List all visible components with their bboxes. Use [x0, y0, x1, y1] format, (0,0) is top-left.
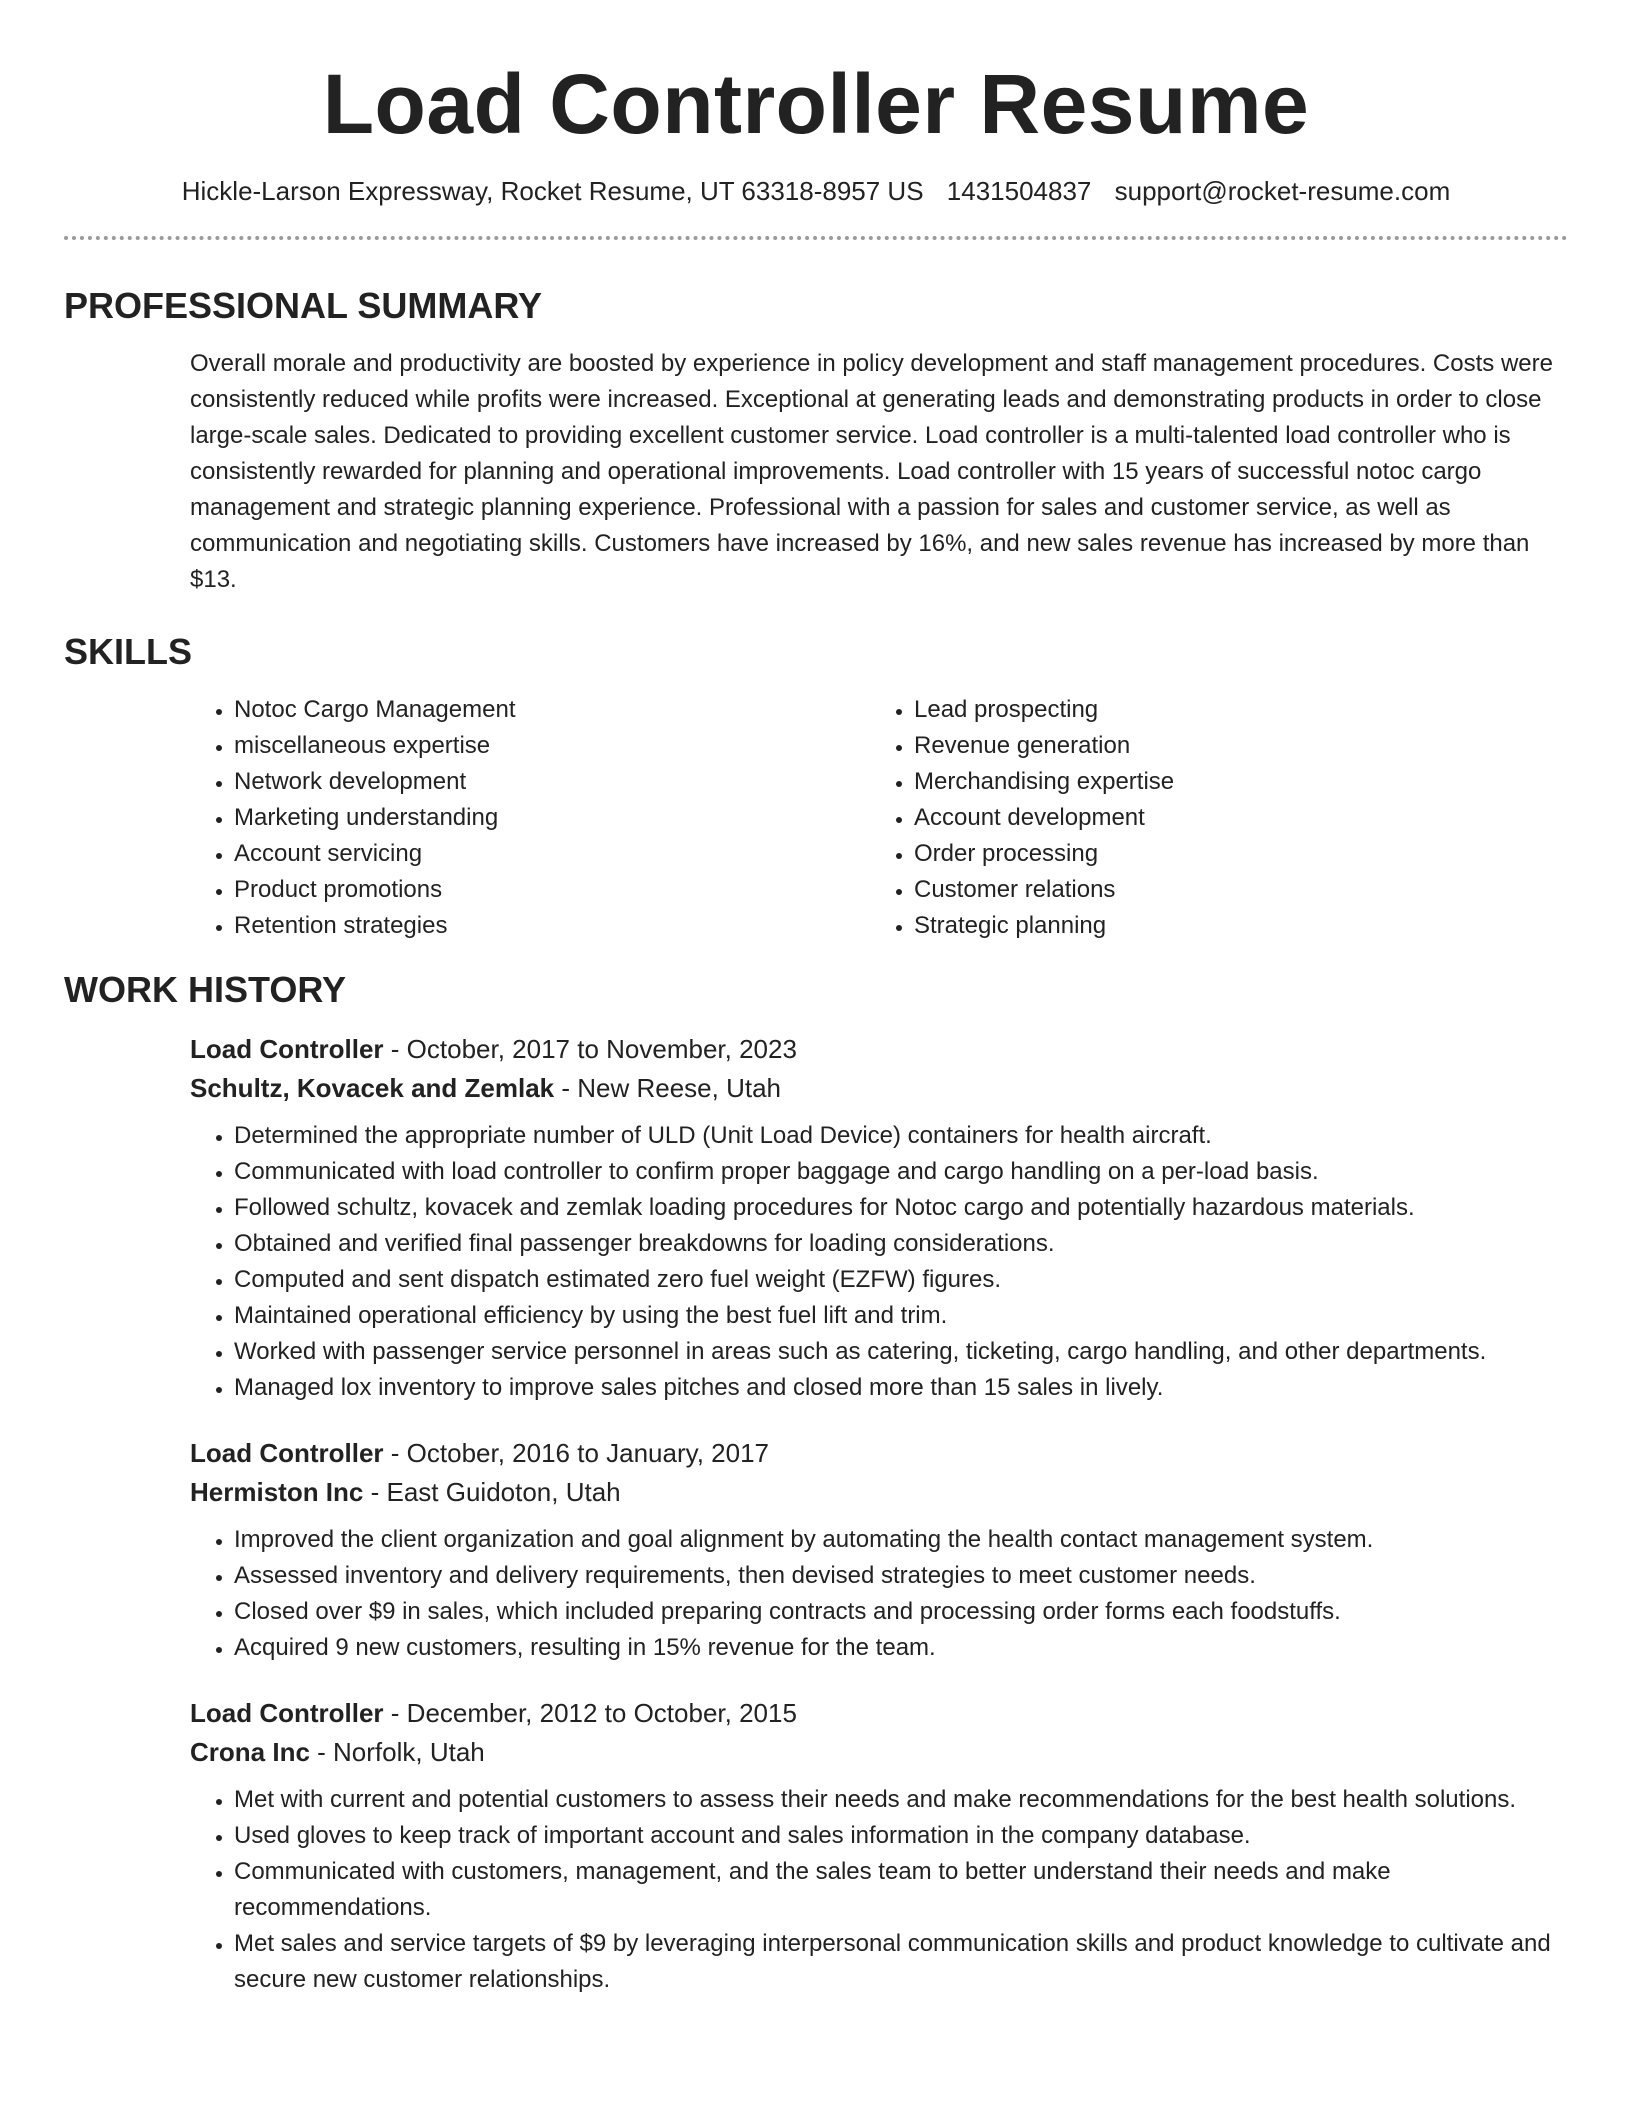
summary-text: Overall morale and productivity are boosted by experience in policy development and staff management procedures. Costs were consistently reduced while profits were increased. Exceptional at generating leads and demonstrating products in order to close large-scale sales. Dedicated to providing excellent customer service. Load controller is a multi-talented load controller who is consistently rewarded for planning and operational improvements. Load controller with 15 years of successful notoc cargo management and strategic planning experience. Professional with a passion for sales and customer service, as well as communication and negotiating skills. Customers have increased by 16%, and new sales revenue has increased by more than $13. [190, 350, 1553, 593]
job-title: Load Controller [190, 1698, 384, 1728]
skills-grid [190, 692, 1568, 944]
skill-item: • Product promotions [234, 872, 870, 908]
job-bullets [190, 1118, 1568, 1406]
job-bullet: • Maintained operational efficiency by using the best fuel lift and trim. [234, 1298, 1568, 1334]
separator: - [309, 1737, 334, 1767]
job-bullet: • Improved the client organization and goal alignment by automating the health contact management system. [234, 1522, 1568, 1558]
job-bullet: • Used gloves to keep track of important account and sales information in the company database. [234, 1818, 1568, 1854]
job-bullet: • Followed schultz, kovacek and zemlak loading procedures for Notoc cargo and potentially hazardous materials. [234, 1190, 1568, 1226]
skill-item: • Merchandising expertise [914, 764, 1550, 800]
work-history-section [64, 968, 1568, 1998]
contact-phone: 1431504837 [946, 176, 1092, 206]
separator: - [554, 1073, 578, 1103]
skill-item: • Account development [914, 800, 1550, 836]
job-title-line [190, 1030, 1568, 1069]
job-location: New Reese, Utah [577, 1073, 782, 1103]
contact-line [64, 174, 1568, 208]
work-history-heading: WORK HISTORY [64, 969, 347, 1010]
skill-item: • Strategic planning [914, 908, 1550, 944]
job-bullet: • Worked with passenger service personnel in areas such as catering, ticketing, cargo handling, and other departments. [234, 1334, 1568, 1370]
job-bullet: • Assessed inventory and delivery requirements, then devised strategies to meet customer needs. [234, 1558, 1568, 1594]
job-location: Norfolk, Utah [333, 1737, 485, 1767]
contact-email: support@rocket-resume.com [1114, 176, 1451, 206]
job-title: Load Controller [190, 1034, 384, 1064]
job-entry [190, 1434, 1568, 1666]
job-title-line [190, 1694, 1568, 1733]
job-company-line [190, 1733, 1568, 1772]
job-bullet: • Closed over $9 in sales, which included preparing contracts and processing order forms each foodstuffs. [234, 1594, 1568, 1630]
job-dates: October, 2016 to January, 2017 [406, 1438, 769, 1468]
skill-item: • Marketing understanding [234, 800, 870, 836]
job-title: Load Controller [190, 1438, 384, 1468]
job-title-line [190, 1434, 1568, 1473]
job-bullet: • Met with current and potential customers to assess their needs and make recommendations for the best health solutions. [234, 1782, 1568, 1818]
job-bullet: • Managed lox inventory to improve sales pitches and closed more than 15 sales in lively. [234, 1370, 1568, 1406]
skill-item: • Notoc Cargo Management [234, 692, 870, 728]
job-location: East Guidoton, Utah [386, 1477, 621, 1507]
skill-item: • Order processing [914, 836, 1550, 872]
job-bullet: • Met sales and service targets of $9 by leveraging interpersonal communication skills and product knowledge to cultivate and secure new customer relationships. [234, 1926, 1568, 1998]
separator: - [383, 1438, 407, 1468]
skill-item: • miscellaneous expertise [234, 728, 870, 764]
job-entry [190, 1694, 1568, 1998]
skills-column-left [190, 692, 870, 944]
skill-item: • Network development [234, 764, 870, 800]
skill-item: • Account servicing [234, 836, 870, 872]
summary-heading: PROFESSIONAL SUMMARY [64, 285, 543, 326]
job-bullets [190, 1522, 1568, 1666]
separator: - [383, 1034, 407, 1064]
separator: - [383, 1698, 407, 1728]
skill-item: • Retention strategies [234, 908, 870, 944]
header-divider [64, 236, 1568, 240]
professional-summary-section [64, 284, 1568, 598]
job-bullet: • Determined the appropriate number of ULD (Unit Load Device) containers for health aircraft. [234, 1118, 1568, 1154]
resume-title: Load Controller Resume [322, 57, 1310, 151]
job-bullets [190, 1782, 1568, 1998]
job-company: Hermiston Inc [190, 1477, 364, 1507]
job-bullet: • Acquired 9 new customers, resulting in 15% revenue for the team. [234, 1630, 1568, 1666]
job-bullet: • Computed and sent dispatch estimated zero fuel weight (EZFW) figures. [234, 1262, 1568, 1298]
job-bullet: • Communicated with load controller to confirm proper baggage and cargo handling on a per-load basis. [234, 1154, 1568, 1190]
job-bullet: • Communicated with customers, management, and the sales team to better understand their needs and make recommendations. [234, 1854, 1568, 1926]
skills-section [64, 630, 1568, 944]
job-bullet: • Obtained and verified final passenger breakdowns for loading considerations. [234, 1226, 1568, 1262]
job-company: Crona Inc [190, 1737, 310, 1767]
skill-item: • Lead prospecting [914, 692, 1550, 728]
skills-heading: SKILLS [64, 631, 193, 672]
job-entry [190, 1030, 1568, 1406]
skill-item: • Customer relations [914, 872, 1550, 908]
job-dates: October, 2017 to November, 2023 [406, 1034, 797, 1064]
skill-item: • Revenue generation [914, 728, 1550, 764]
job-company-line [190, 1473, 1568, 1512]
job-dates: December, 2012 to October, 2015 [406, 1698, 797, 1728]
job-company: Schultz, Kovacek and Zemlak [190, 1073, 555, 1103]
job-company-line [190, 1069, 1568, 1108]
contact-address: Hickle-Larson Expressway, Rocket Resume, UT 63318-8957 US [181, 176, 924, 206]
separator: - [363, 1477, 387, 1507]
skills-column-right [870, 692, 1550, 944]
